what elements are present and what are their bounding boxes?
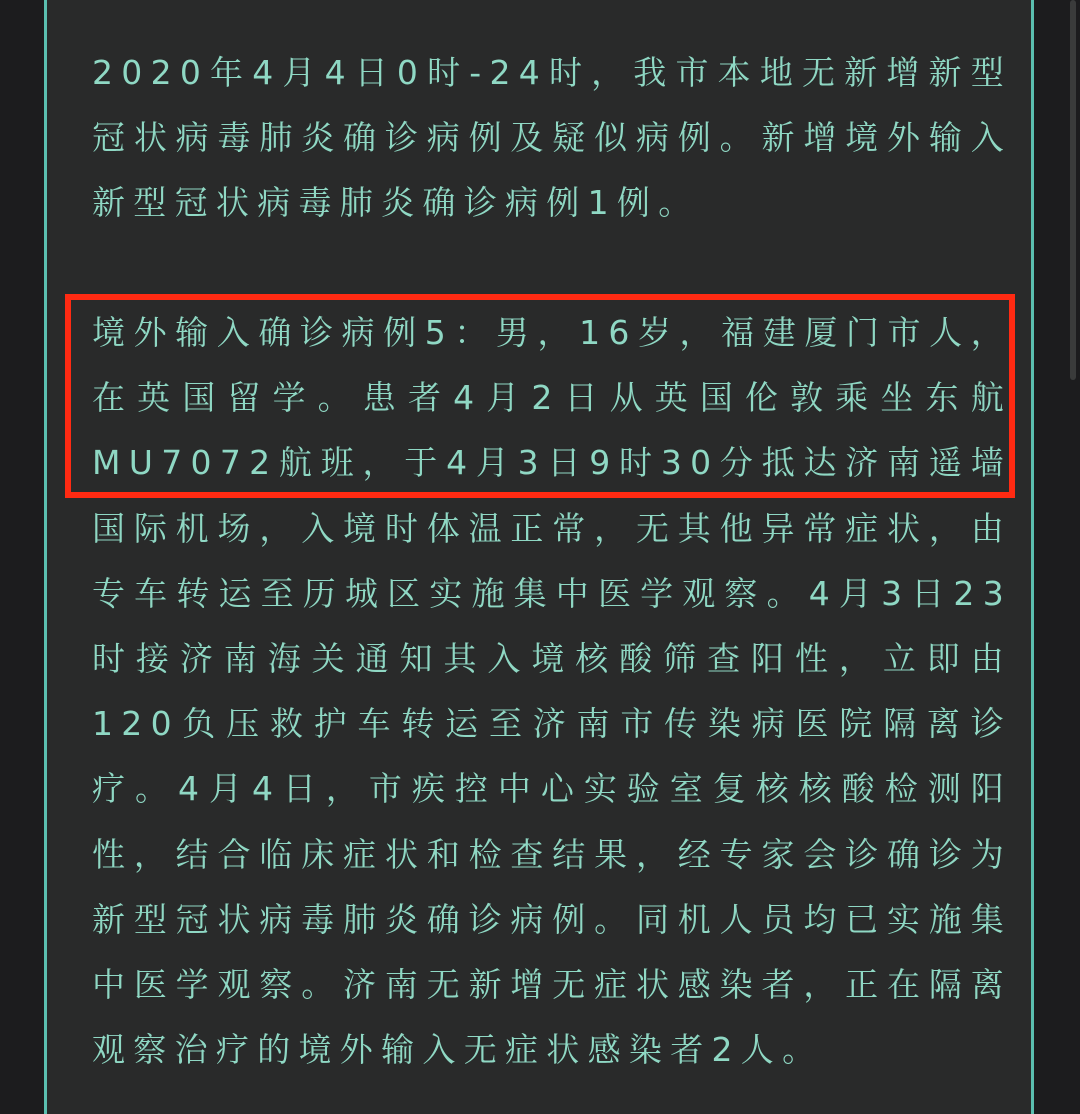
paragraph-summary: 2020年4月4日0时-24时，我市本地无新增新型冠状病毒肺炎确诊病例及疑似病例。新增境外输入新型冠状病毒肺炎确诊病例1例。 bbox=[92, 53, 1012, 223]
scrollbar[interactable] bbox=[1070, 0, 1076, 380]
paragraph-case-detail: 境外输入确诊病例5：男，16岁，福建厦门市人，在英国留学。患者4月2日从英国伦敦乘坐东航MU7072航班，于4月3日9时30分抵达济南遥墙国际机场，入境时体温正常，无其他异常症状，由专车转运至历城区实施集中医学观察。4月3日23时接济南海关通知其入境核酸筛查阳性，立即由120负压救护车转运至济南市传染病医院隔离诊疗。4月4日，市疾控中心实验室复核核酸检测阳性，结合临床症状和检查结果，经专家会诊确诊为新型冠状病毒肺炎确诊病例。同机人员均已实施集中医学观察。济南无新增无症状感染者，正在隔离观察治疗的境外输入无症状感染者2人。 bbox=[92, 313, 1012, 1070]
